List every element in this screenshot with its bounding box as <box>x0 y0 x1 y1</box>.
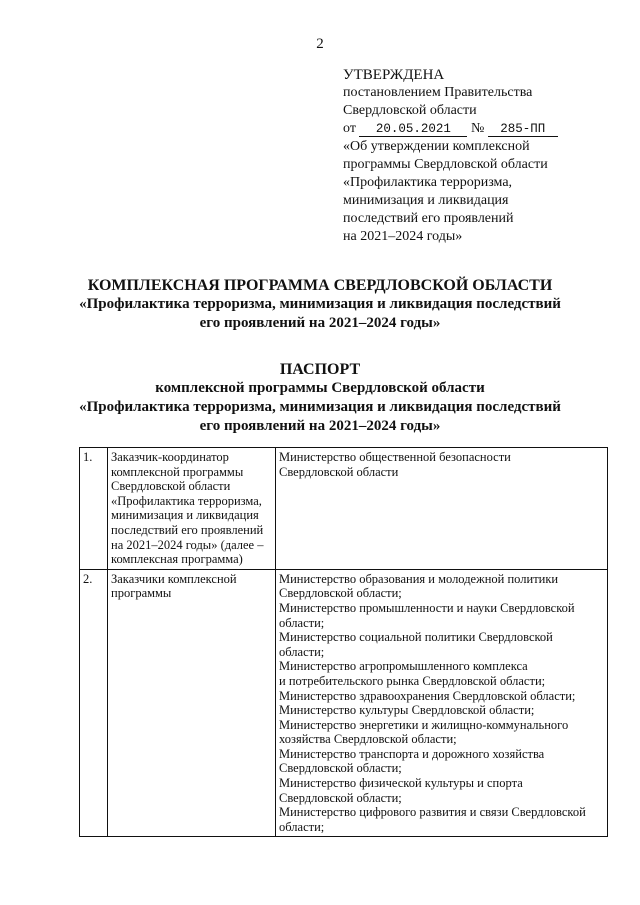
row-value-line: Свердловской области; <box>279 790 402 805</box>
row-value-line: Министерство агропромышленного комплекса <box>279 659 528 674</box>
approval-about-line: на 2021–2024 годы» <box>343 229 463 244</box>
from-label: от <box>343 121 356 136</box>
number-label: № <box>470 121 485 136</box>
row-name-line: Свердловской области <box>111 479 231 494</box>
row-value-line: Министерство культуры Свердловской области; <box>279 703 535 718</box>
passport-heading-line: комплексной программы Свердловской области <box>155 380 485 396</box>
program-heading <box>0 276 640 333</box>
approval-about-line: программы Свердловской области <box>343 157 548 172</box>
approval-about-line: «Профилактика терроризма, <box>343 175 513 190</box>
row-value-line: хозяйства Свердловской области; <box>279 732 457 747</box>
row-name-line: Заказчик-координатор <box>111 450 229 464</box>
approval-title: УТВЕРЖДЕНА <box>343 67 445 83</box>
row-value-line: Министерство промышленности и науки Свердловской <box>279 600 575 615</box>
row-number: 1. <box>80 448 108 570</box>
row-value-line: Министерство транспорта и дорожного хозяйства <box>279 746 545 761</box>
row-value-line: Министерство физической культуры и спорта <box>279 776 523 791</box>
row-value-line: области; <box>279 615 325 630</box>
row-name-line: программы <box>111 586 172 601</box>
program-heading-title: КОМПЛЕКСНАЯ ПРОГРАММА СВЕРДЛОВСКОЙ ОБЛАСТИ <box>87 277 553 294</box>
approval-about-line: последствий его проявлений <box>343 211 514 226</box>
row-name-line: Заказчики комплексной <box>111 571 237 586</box>
approval-date: 20.05.2021 <box>359 122 467 137</box>
approval-number: 285-ПП <box>488 122 558 137</box>
row-value-cell <box>276 448 608 570</box>
approval-block <box>343 66 623 246</box>
row-value-cell <box>276 569 608 837</box>
approval-about-line: минимизация и ликвидация <box>343 193 509 208</box>
passport-heading-line: «Профилактика терроризма, минимизация и ликвидация последствий <box>79 399 561 415</box>
row-name-line: комплексная программа) <box>111 552 243 567</box>
row-name-cell <box>108 448 276 570</box>
row-name-cell <box>108 569 276 837</box>
row-value-line: области; <box>279 644 325 659</box>
passport-heading <box>0 360 640 436</box>
row-name-line: последствий его проявлений <box>111 522 264 537</box>
passport-heading-title: ПАСПОРТ <box>279 361 361 378</box>
row-number: 2. <box>80 569 108 837</box>
row-value-line: Министерство общественной безопасности <box>279 450 511 464</box>
table-row <box>80 448 608 570</box>
approval-about-line: «Об утверждении комплексной <box>343 139 530 154</box>
row-value-line: и потребительского рынка Свердловской области; <box>279 673 546 688</box>
row-value-line: Министерство цифрового развития и связи Свердловской <box>279 805 586 820</box>
row-value-line: Министерство энергетики и жилищно-коммунального <box>279 717 569 732</box>
passport-table <box>79 447 608 837</box>
row-value-line: Свердловской области; <box>279 586 402 601</box>
approval-line: постановлением Правительства <box>343 85 533 100</box>
row-value-line: Свердловской области; <box>279 761 402 776</box>
table-row <box>80 569 608 837</box>
row-name-line: минимизация и ликвидация <box>111 508 259 523</box>
row-value-line: Министерство образования и молодежной политики <box>279 571 559 586</box>
program-heading-line: его проявлений на 2021–2024 годы» <box>199 315 441 331</box>
passport-heading-line: его проявлений на 2021–2024 годы» <box>199 418 441 434</box>
approval-date-line <box>343 120 623 138</box>
row-value-line: Свердловской области <box>279 464 399 479</box>
row-value-line: Министерство здравоохранения Свердловской области; <box>279 688 576 703</box>
row-value-line: области; <box>279 819 325 834</box>
row-value-line: Министерство социальной политики Свердловской <box>279 630 553 645</box>
program-heading-line: «Профилактика терроризма, минимизация и ликвидация последствий <box>79 296 561 312</box>
row-name-line: на 2021–2024 годы» (далее – <box>111 537 264 552</box>
row-name-line: «Профилактика терроризма, <box>111 493 262 508</box>
row-name-line: комплексной программы <box>111 464 244 479</box>
approval-line: Свердловской области <box>343 103 477 118</box>
page-number: 2 <box>316 36 324 52</box>
